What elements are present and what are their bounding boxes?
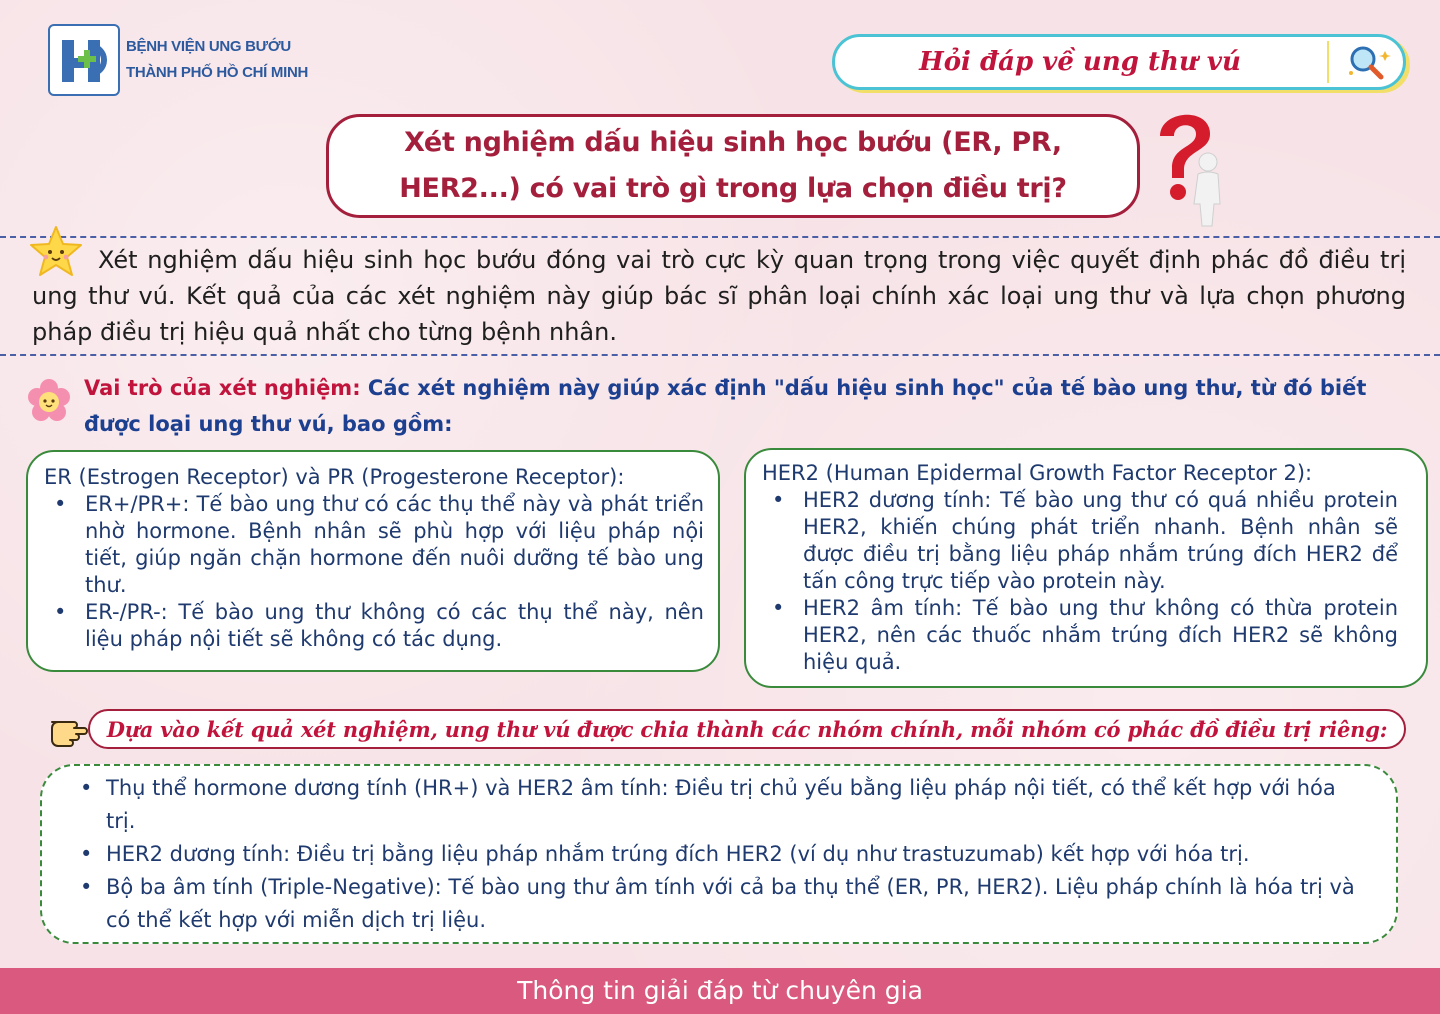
her2-heading: HER2 (Human Epidermal Growth Factor Receptor 2): bbox=[762, 461, 1313, 485]
divider-top bbox=[0, 236, 1440, 238]
question-title-line2: HER2...) có vai trò gì trong lựa chọn điều trị? bbox=[399, 173, 1067, 204]
list-item: • HER2 dương tính: Tế bào ung thư có quá nhiều protein HER2, khiến chúng phát triển nhanh. Bệnh nhân sẽ được điều trị bằng liệu pháp nhắm trúng đích HER2 để tấn công trực tiếp vào protein này. bbox=[788, 487, 1398, 595]
role-label: Vai trò của xét nghiệm: bbox=[84, 376, 361, 400]
qa-header-label: Hỏi đáp về ung thư vú bbox=[919, 47, 1241, 77]
flower-icon bbox=[26, 378, 72, 428]
question-mark-figure-icon bbox=[1150, 106, 1230, 234]
qa-header-divider bbox=[1327, 41, 1329, 83]
er-pr-box bbox=[26, 450, 720, 672]
groups-banner: Dựa vào kết quả xét nghiệm, ung thư vú được chia thành các nhóm chính, mỗi nhóm có phác đồ điều trị riêng: bbox=[88, 709, 1406, 749]
question-title-line1: Xét nghiệm dấu hiệu sinh học bướu (ER, PR, bbox=[404, 127, 1062, 158]
list-item: • ER-/PR-: Tế bào ung thư không có các thụ thể này, nên liệu pháp nội tiết sẽ không có tác dụng. bbox=[70, 599, 704, 653]
list-item: • HER2 dương tính: Điều trị bằng liệu pháp nhắm trúng đích HER2 (ví dụ như trastuzumab) kết hợp với hóa trị. bbox=[106, 838, 1370, 871]
list-item: • Bộ ba âm tính (Triple-Negative): Tế bào ung thư âm tính với cả ba thụ thể (ER, PR, HER2). Liệu pháp chính là hóa trị và có thể kết hợp với miễn dịch trị liệu. bbox=[106, 871, 1370, 937]
treatment-groups-box bbox=[40, 764, 1398, 944]
hospital-name-line2: THÀNH PHỐ HỒ CHÍ MINH bbox=[126, 64, 309, 81]
hospital-name-line1: BỆNH VIỆN UNG BƯỚU bbox=[126, 38, 291, 55]
her2-box bbox=[744, 448, 1428, 688]
treatment-groups-list bbox=[106, 772, 1370, 937]
question-title-box bbox=[326, 114, 1140, 218]
intro-paragraph: Xét nghiệm dấu hiệu sinh học bướu đóng vai trò cực kỳ quan trọng trong việc quyết định phác đồ điều trị ung thư vú. Kết quả của các xét nghiệm này giúp bác sĩ phân loại chính xác loại ung thư và lựa chọn phương pháp điều trị hiệu quả nhất cho từng bệnh nhân. bbox=[32, 246, 1406, 346]
list-item: • HER2 âm tính: Tế bào ung thư không có thừa protein HER2, nên các thuốc nhắm trúng đích HER2 sẽ không hiệu quả. bbox=[788, 595, 1398, 676]
magnifier-icon bbox=[1341, 41, 1397, 89]
list-item: • ER+/PR+: Tế bào ung thư có các thụ thể này và phát triển nhờ hormone. Bệnh nhân sẽ phù hợp với liệu pháp nội tiết, giúp ngăn chặn hormone đến nuôi dưỡng tế bào ung thư. bbox=[70, 491, 704, 599]
her2-list bbox=[788, 487, 1398, 676]
role-paragraph bbox=[84, 370, 1406, 442]
hospital-logo-mark bbox=[48, 24, 120, 96]
divider-middle bbox=[0, 354, 1440, 356]
role-text: Các xét nghiệm này giúp xác định "dấu hiệu sinh học" của tế bào ung thư, từ đó biết được loại ung thư vú, bao gồm: bbox=[84, 376, 1367, 436]
qa-header-pill bbox=[832, 34, 1406, 90]
pointing-hand-icon bbox=[50, 712, 90, 752]
list-item: • Thụ thể hormone dương tính (HR+) và HER2 âm tính: Điều trị chủ yếu bằng liệu pháp nội tiết, có thể kết hợp với hóa trị. bbox=[106, 772, 1370, 838]
er-pr-heading: ER (Estrogen Receptor) và PR (Progesterone Receptor): bbox=[44, 465, 625, 489]
footer-bar: Thông tin giải đáp từ chuyên gia bbox=[0, 968, 1440, 1014]
er-pr-list bbox=[70, 491, 704, 653]
hospital-logo bbox=[48, 24, 308, 96]
